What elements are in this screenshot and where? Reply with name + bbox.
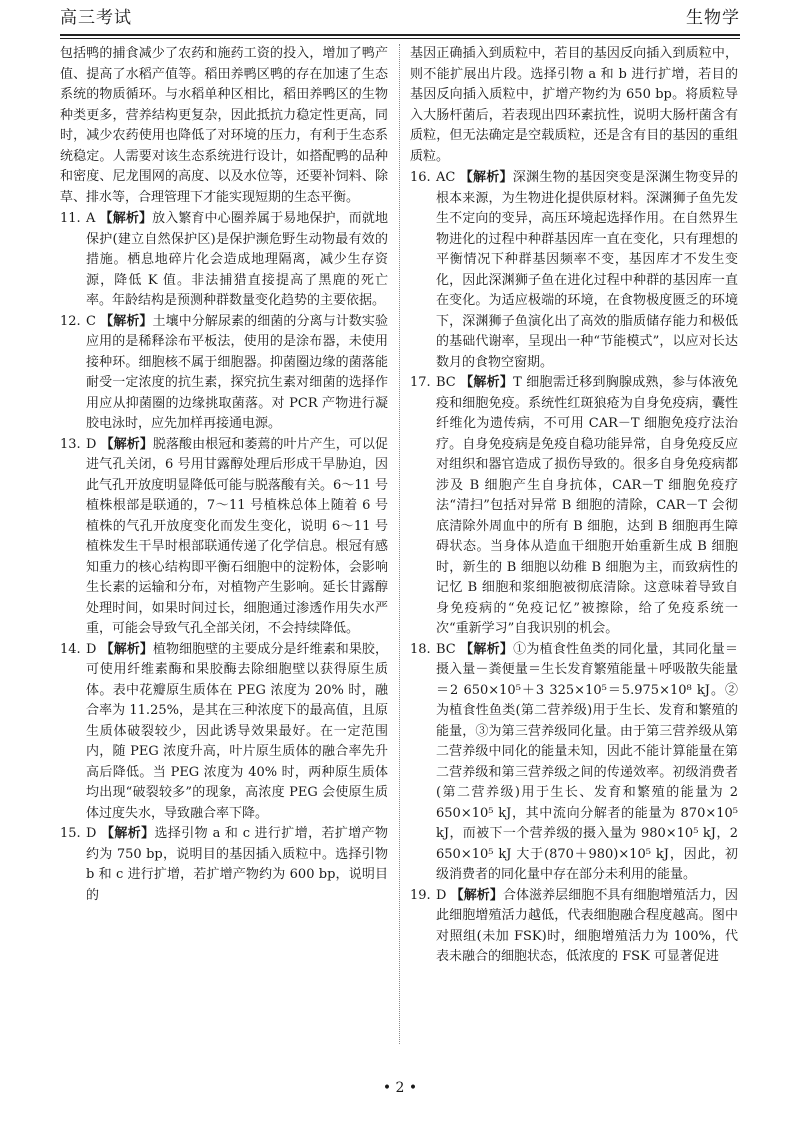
analysis-text: 放入繁育中心圈养属于易地保护，而就地保护(建立自然保护区)是保护濒危野生动物最有效的措施。栖息地碎片化会造成地理隔离，减少生存资源，降低 K 值。非法捕猎直接提高了黑鹿的死亡率。年龄结构是预测种群数量变化趋势的主要依据。 bbox=[86, 211, 388, 308]
answer-key: D bbox=[86, 436, 97, 452]
analysis-text: 选择引物 a 和 c 进行扩增，若扩增产物约为 750 bp，说明目的基因插入质粒中。选择引物 b 和 c 进行扩增，若扩增产物约为 600 bp，说明目的 bbox=[86, 826, 388, 903]
answer-item-14 bbox=[60, 640, 388, 825]
header-rule-thin bbox=[60, 38, 740, 39]
analysis-tag: 【解析】 bbox=[459, 170, 513, 185]
analysis-tag: 【解析】 bbox=[100, 313, 153, 329]
analysis-tag: 【解析】 bbox=[450, 887, 503, 903]
header-rule-thick bbox=[60, 34, 740, 36]
answer-key: A bbox=[86, 211, 96, 226]
answer-item-12 bbox=[60, 312, 388, 435]
answer-key: D bbox=[436, 887, 447, 903]
analysis-tag: 【解析】 bbox=[99, 211, 153, 226]
answer-item-13 bbox=[60, 435, 388, 640]
column-divider bbox=[399, 44, 400, 1044]
analysis-tag: 【解析】 bbox=[460, 375, 514, 390]
analysis-tag: 【解析】 bbox=[100, 641, 153, 657]
answer-key: D bbox=[86, 641, 97, 657]
page-header bbox=[60, 0, 740, 34]
analysis-text: 合体滋养层细胞不具有细胞增殖活力，因此细胞增殖活力越低，代表细胞融合程度越高。图中对照组(未加 FSK)时，细胞增殖活力为 100%，代表未融合的细胞状态，低浓度的 FSK 可显著促进 bbox=[436, 887, 738, 964]
answer-key: AC bbox=[436, 170, 456, 185]
answer-key: D bbox=[86, 826, 97, 841]
answer-item-19 bbox=[410, 886, 738, 968]
analysis-text: 土壤中分解尿素的细菌的分离与计数实验应用的是稀释涂布平板法，使用的是涂布器，未使用接种环。细胞核不属于细胞器。抑菌圈边缘的菌落能耐受一定浓度的抗生素，探究抗生素对细菌的选择作用应从抑菌圈的边缘挑取菌落。对 PCR 产物进行凝胶电泳时，应先加样再接通电源。 bbox=[86, 313, 388, 431]
subject-title: 生物学 bbox=[686, 8, 740, 28]
question-number: 16. bbox=[410, 170, 431, 185]
answer-item-11 bbox=[60, 209, 388, 312]
answer-key: BC bbox=[436, 375, 456, 390]
analysis-text: 植物细胞壁的主要成分是纤维素和果胶，可使用纤维素酶和果胶酶去除细胞壁以获得原生质体。表中花瓣原生质体在 PEG 浓度为 20% 时，融合率为 11.25%，是其在三种浓度下的最高值，且原生质体破裂较少，因此诱导效果最好。在一定范围内，随 PEG 浓度升高，叶片原生质体的融合率先升高后降低。当 PEG 浓度为 40% 时，两种原生质体均出现“破裂较多”的现象，高浓度 PEG 会使原生质体过度失水，导致融合率下降。 bbox=[86, 641, 388, 821]
question-number: 13. bbox=[60, 436, 81, 452]
left-column bbox=[60, 44, 388, 906]
answer-item-17 bbox=[410, 373, 738, 640]
exam-title: 高三考试 bbox=[60, 8, 132, 28]
analysis-tag: 【解析】 bbox=[100, 826, 155, 841]
answer-item-15 bbox=[60, 824, 388, 906]
analysis-text: T 细胞需迁移到胸腺成熟，参与体液免疫和细胞免疫。系统性红斑狼疮为自身免疫病，囊性纤维化为遗传病，不可用 CAR－T 细胞免疫疗法治疗。自身免疫病是免疫自稳功能异常，自身免疫反应对组织和器官造成了损伤导致的。很多自身免疫病都涉及 B 细胞产生自身抗体，CAR－T 细胞免疫疗法“清扫”包括对异常 B 细胞的清除，CAR－T 会彻底清除外周血中的所有 B 细胞，达到 B 细胞再生障碍状态。当身体从造血干细胞开始重新生成 B 细胞时，新生的 B 细胞以幼稚 B 细胞为主，而致病性的记忆 B 细胞和浆细胞被彻底清除。这意味着导致自身免疫病的“免疫记忆”被擦除，给了免疫系统一次“重新学习”自我识别的机会。 bbox=[436, 375, 738, 636]
analysis-tag: 【解析】 bbox=[100, 436, 153, 452]
continuation-text: 基因正确插入到质粒中，若目的基因反向插入到质粒中，则不能扩展出片段。选择引物 a 和 b 进行扩增，若目的基因反向插入质粒中，扩增产物约为 650 bp。将质粒导入大肠杆菌后，若表现出四环素抗性，说明大肠杆菌含有质粒，但无法确定是空载质粒，还是含有目的基因的重组质粒。 bbox=[410, 46, 738, 164]
right-column bbox=[410, 44, 738, 968]
analysis-text: 脱落酸由根冠和萎蔫的叶片产生，可以促进气孔关闭，6 号用甘露醇处理后形成干旱胁迫，因此气孔开放度明显降低可能与脱落酸有关。6～11 号植株根部是联通的，7～11 号植株总体上随着 6 号植株的气孔开放度变化而发生变化，说明 6～11 号植株发生干旱时根部联通传递了化学信息。根冠有感知重力的核心结构即平衡石细胞中的淀粉体，会影响生长素的运输和分布，对植物产生影响。延长甘露醇处理时间，如果时间过长，细胞通过渗透作用失水严重，可能会导致气孔全部关闭，不会持续降低。 bbox=[86, 436, 388, 636]
analysis-text: ①为植食性鱼类的同化量，其同化量＝摄入量－粪便量＝生长发育繁殖能量＋呼吸散失能量＝2 650×10⁵＋3 325×10⁵＝5.975×10⁸ kJ。②为植食性鱼类(第二营养级)用于生长、发育和繁殖的能量，③为第三营养级同化量。由于第三营养级从第二营养级中同化的能量未知，因此不能计算能量在第二营养级和第三营养级之间的传递效率。初级消费者(第二营养级)用于生长、发育和繁殖的能量为 2 650×10⁵ kJ，其中流向分解者的能量为 870×10⁵ kJ，而被下一个营养级的摄入量为 980×10⁵ kJ，2 650×10⁵ kJ 大于(870＋980)×10⁵ kJ，因此，初级消费者的同化量中存在部分未利用的能量。 bbox=[436, 641, 738, 882]
analysis-text: 深渊生物的基因突变是深渊生物变异的根本来源，为生物进化提供原材料。深渊狮子鱼先发生不定向的变异，高压环境起选择作用。在自然界生物进化的过程中种群基因库一直在变化，只有理想的平衡情况下种群基因频率不变，基因库才不发生变化，因此深渊狮子鱼在进化过程中种群的基因库一直在变化。为适应极端的环境，在食物极度匮乏的环境下，深渊狮子鱼演化出了高效的脂质储存能力和极低的基础代谢率，呈现出一种“节能模式”，以应对长达数月的食物空窗期。 bbox=[436, 170, 738, 370]
question-number: 19. bbox=[410, 887, 431, 903]
question-number: 12. bbox=[60, 313, 81, 329]
answer-key: C bbox=[86, 313, 96, 329]
answer-key: BC bbox=[436, 641, 456, 657]
continuation-text: 包括鸭的捕食减少了农药和施药工资的投入，增加了鸭产值、提高了水稻产值等。稻田养鸭区鸭的存在加速了生态系统的物质循环。与水稻单种区相比，稻田养鸭区的生物种类更多，营养结构更复杂，因此抵抗力稳定性更高，同时，减少农药使用也降低了对环境的压力，有利于生态系统稳定。人需要对该生态系统进行设计，如搭配鸭的品种和密度、尼龙围网的高度、以及水位等，还要补饲料、除草、排水等，合理管理下才能实现短期的生态平衡。 bbox=[60, 46, 388, 205]
answer-item-18 bbox=[410, 640, 738, 886]
question-number: 15. bbox=[60, 826, 81, 841]
question-number: 11. bbox=[60, 211, 81, 226]
question-number: 18. bbox=[410, 641, 431, 657]
question-number: 14. bbox=[60, 641, 81, 657]
page-number: • 2 • bbox=[382, 1080, 418, 1096]
analysis-tag: 【解析】 bbox=[460, 641, 514, 657]
answer-item-16 bbox=[410, 168, 738, 373]
question-number: 17. bbox=[410, 375, 431, 390]
